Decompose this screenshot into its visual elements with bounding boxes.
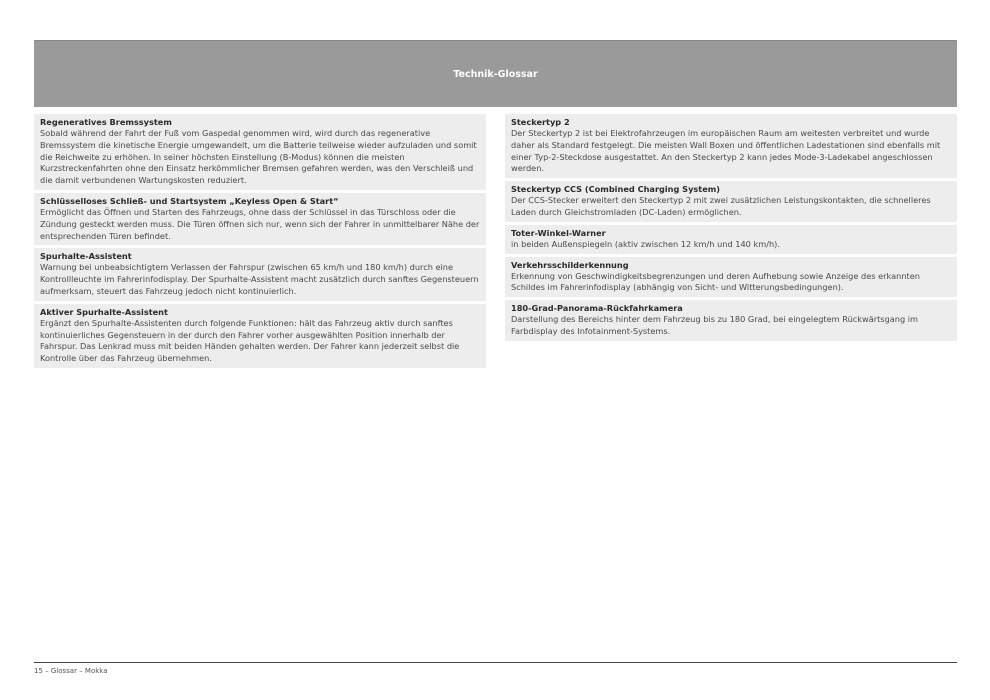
glossary-entry-text: Der Steckertyp 2 ist bei Elektrofahrzeugen im europäischen Raum am weitesten verbreitet und wurde daher als Standard festgelegt. Die meisten Wall Boxen und öffentlichen Ladestationen sind ebenfalls mit einer Typ-2-Steckdose ausgestattet. An den Steckertyp 2 kann jedes Mode-3-Ladekabel angeschlossen werden. <box>511 128 941 174</box>
glossary-entry <box>34 193 486 245</box>
glossary-entry <box>505 225 957 254</box>
glossary-entry <box>505 300 957 341</box>
glossary-entry-title: Steckertyp CCS (Combined Charging System) <box>511 184 721 195</box>
glossary-entry-title: Toter-Winkel-Warner <box>511 227 606 238</box>
glossary-entry-text: Sobald während der Fahrt der Fuß vom Gaspedal genommen wird, wird durch das regenerative Bremssystem die kinetische Energie umgewandelt, um die Batterie teilweise wieder aufzuladen und somit die Reichweite zu erhöhen. In seiner höchsten Einstellung (B-Modus) können die meisten Kurzstreckenfahrten ohne den Einsatz herkömmlicher Bremsen gefahren werden, was den Verschleiß und die damit verbundenen Wartungskosten reduziert. <box>40 128 477 186</box>
glossary-entry-text: Darstellung des Bereichs hinter dem Fahrzeug bis zu 180 Grad, bei eingelegtem Rückwärtsgang im Farbdisplay des Infotainment-Systems. <box>511 314 919 336</box>
glossary-entry-title: Steckertyp 2 <box>511 117 570 127</box>
glossary-entry-title: Spurhalte-Assistent <box>40 251 132 262</box>
glossary-entry <box>505 114 957 178</box>
header-bar <box>34 40 957 107</box>
page-footer: 15 – Glossar – Mokka <box>34 667 108 675</box>
page-title: Technik-Glossar <box>453 69 538 80</box>
glossary-entry-text: Erkennung von Geschwindigkeitsbegrenzungen und deren Aufhebung sowie Anzeige des erkannten Schildes im Fahrerinfodisplay (abhängig von Sicht- und Witterungsbedingungen). <box>511 270 920 293</box>
footer-divider <box>34 662 957 663</box>
glossary-entry-text: in beiden Außenspiegeln (aktiv zwischen 12 km/h und 140 km/h). <box>511 238 780 249</box>
glossary-entry-title: Verkehrsschilderkennung <box>511 259 629 270</box>
glossary-entry-title: Aktiver Spurhalte-Assistent <box>40 306 168 317</box>
glossary-entry-text: Warnung bei unbeabsichtigtem Verlassen der Fahrspur (zwischen 65 km/h und 180 km/h) durch eine Kontrollleuchte im Fahrerinfodisplay. Der Spurhalte-Assistent macht zusätzlich durch sanftes Gegensteuern aufmerksam, steuert das Fahrzeug jedoch nicht kontinuierlich. <box>40 262 479 296</box>
glossary-entry-text: Ermöglicht das Öffnen und Starten des Fahrzeugs, ohne dass der Schlüssel in das Türschloss oder die Zündung gesteckt werden muss. Die Türen öffnen sich nur, wenn sich der Fahrer in unmittelbarer Nähe der entsprechenden Türen befindet. <box>40 206 480 241</box>
glossary-entry-title: 180-Grad-Panorama-Rückfahrkamera <box>511 303 683 314</box>
glossary-entry-title: Regeneratives Bremssystem <box>40 117 172 127</box>
glossary-right-column <box>505 114 957 344</box>
glossary-entry <box>34 114 486 190</box>
glossary-entry <box>505 257 957 298</box>
glossary-entry <box>505 181 957 222</box>
glossary-entry-title: Schlüsselloses Schließ- und Startsystem „Keyless Open & Start“ <box>40 195 339 206</box>
glossary-entry <box>34 304 486 368</box>
glossary-left-column <box>34 114 486 371</box>
glossary-entry-text: Ergänzt den Spurhalte-Assistenten durch folgende Funktionen: hält das Fahrzeug aktiv durch sanftes kontinuierliches Gegensteuern in der durch den Fahrer vorher ausgewählten Position innerhalb der Fahrspur. Das Lenkrad muss mit beiden Händen gehalten werden. Der Fahrer kann jederzeit selbst die Kontrolle über das Fahrzeug übernehmen. <box>40 317 460 364</box>
glossary-entry <box>34 248 486 300</box>
glossary-entry-text: Der CCS-Stecker erweitert den Steckertyp 2 mit zwei zusätzlichen Leistungskontakten, die schnelleres Laden durch Gleichstromladen (DC-Laden) ermöglichen. <box>511 195 931 217</box>
